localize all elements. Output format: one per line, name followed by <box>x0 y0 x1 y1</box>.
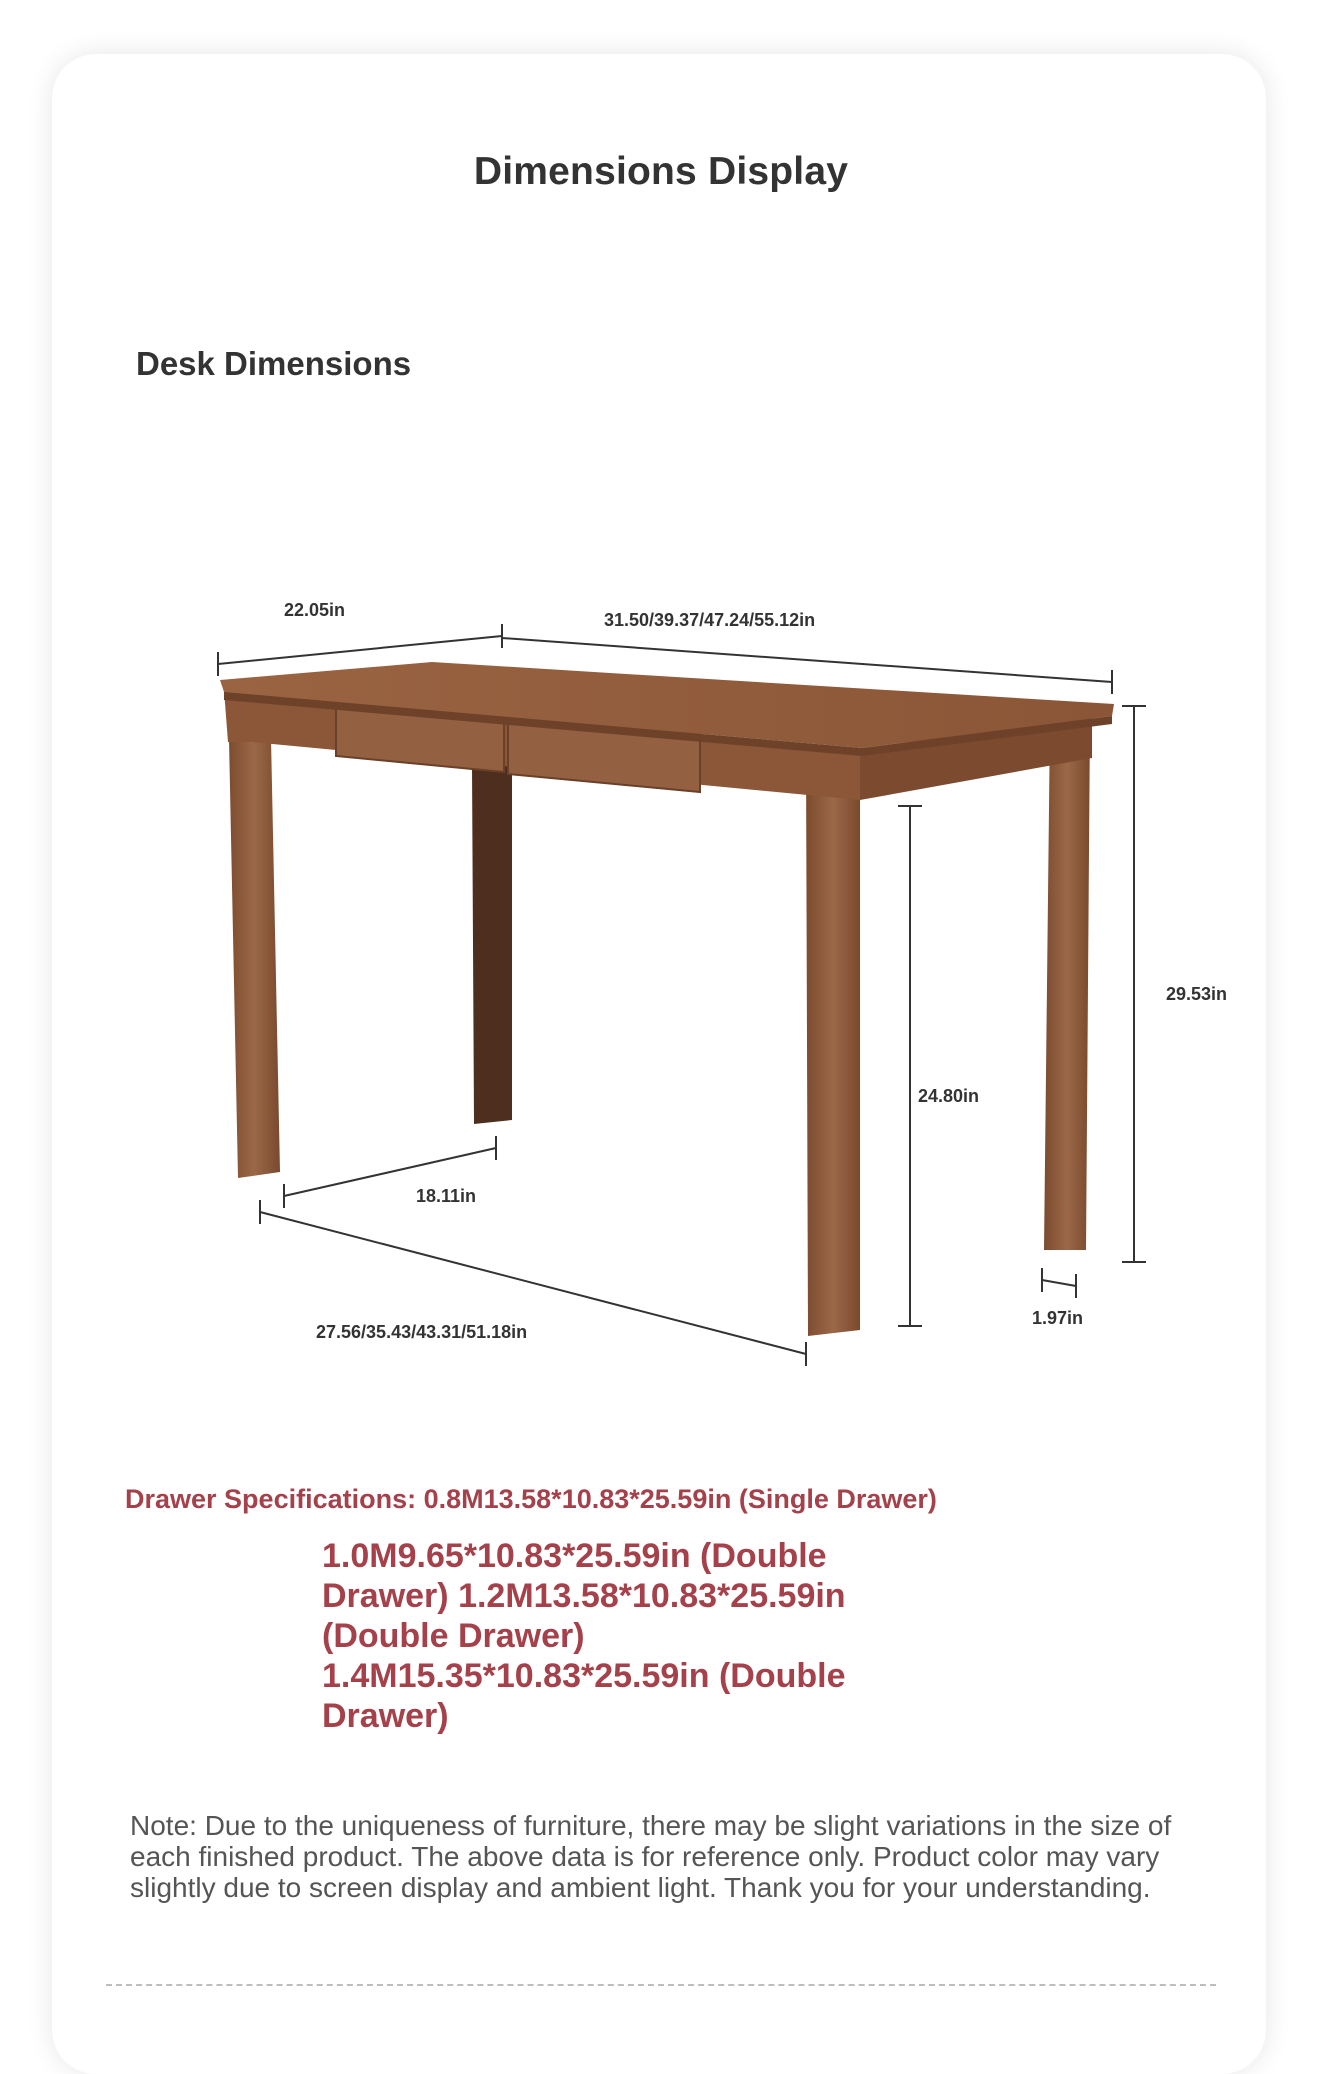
page-title: Dimensions Display <box>473 150 849 193</box>
dim-leg-width: 1.97in <box>1032 1308 1084 1328</box>
drawer-spec-list <box>322 1536 922 1736</box>
dim-inner-depth: 18.11in <box>416 1186 477 1206</box>
dim-total-height: 29.53in <box>1166 984 1228 1004</box>
drawer-spec-1: 1.0M9.65*10.83*25.59in (Double Drawer) <box>322 1537 827 1615</box>
desk-leg-back <box>472 765 512 1124</box>
dim-width-top: 31.50/39.37/47.24/55.12in <box>604 610 816 630</box>
dim-inner-width: 27.56/35.43/43.31/51.18in <box>316 1322 528 1342</box>
desk-leg-back-right <box>1044 718 1090 1250</box>
drawer-spec-2: 1.2M13.58*10.83*25.59in (Double Drawer) <box>322 1577 846 1655</box>
desk-leg-front-right <box>806 750 860 1336</box>
desk-dimension-diagram <box>0 560 1322 1380</box>
drawer-spec-3: 1.4M15.35*10.83*25.59in (Double Drawer) <box>322 1657 846 1735</box>
disclaimer-note: Note: Due to the uniqueness of furniture, there may be slight variations in the size of each finished product. The above data is for reference only. Product color may vary slightly due to screen display and ambient light. Thank you for your understanding. <box>130 1810 1172 1903</box>
drawer-specifications: Drawer Specifications: 0.8M13.58*10.83*25.59in (Single Drawer) <box>125 1484 937 1514</box>
section-title: Desk Dimensions <box>136 345 412 382</box>
desk-leg-front-left <box>228 690 280 1178</box>
dim-under-clearance: 24.80in <box>918 1086 980 1106</box>
dim-depth-top: 22.05in <box>284 600 346 620</box>
dashed-divider <box>106 1984 1216 1986</box>
